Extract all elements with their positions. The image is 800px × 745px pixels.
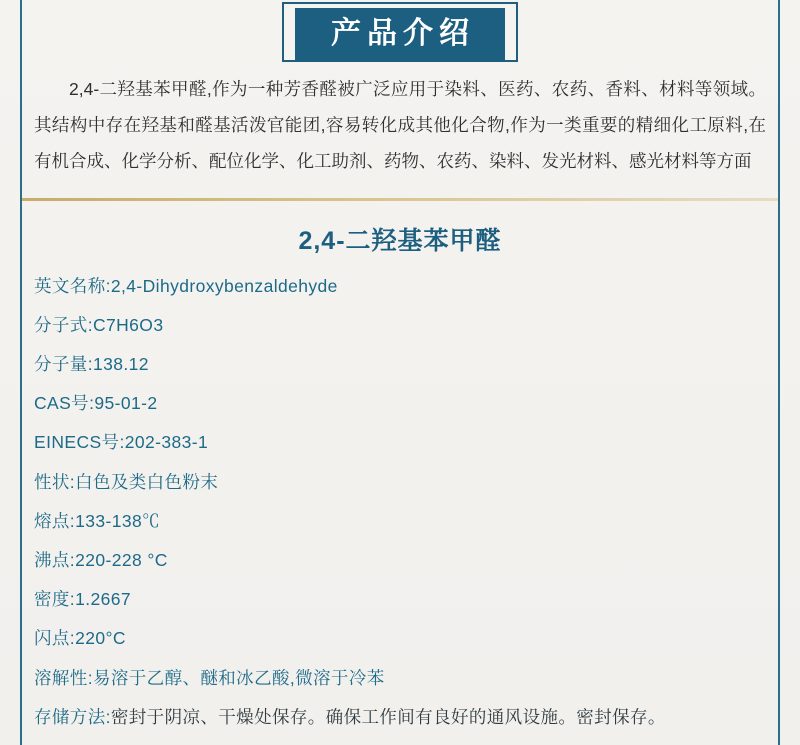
list-item (34, 423, 766, 462)
list-item (34, 619, 766, 658)
spec-value: C7H6O3 (92, 314, 164, 335)
spec-label: 熔点: (34, 510, 76, 531)
intro-paragraph: 2,4-二羟基苯甲醛,作为一种芳香醛被广泛应用于染料、医药、农药、香料、材料等领域。其结构中存在羟基和醛基活泼官能团,容易转化成其他化合物,作为一类重要的精细化工原料,在有机合成、化学分析、配位化学、化工助剂、药物、农药、染料、发光材料、感光材料等方面 (34, 79, 766, 171)
banner-area (0, 0, 800, 68)
gold-divider (22, 198, 778, 201)
list-item (34, 659, 766, 698)
spec-label: 沸点: (34, 549, 76, 570)
product-name: 2,4-二羟基苯甲醛 (298, 226, 502, 255)
spec-value: 白色及类白色粉末 (75, 471, 219, 492)
right-border-rule (778, 0, 780, 745)
list-item (34, 384, 766, 423)
spec-label: 分子式: (34, 314, 93, 335)
spec-label: EINECS号: (34, 432, 125, 453)
spec-label: CAS号: (34, 393, 95, 414)
spec-value: 密封于阴凉、干燥处保存。确保工作间有良好的通风设施。密封保存。 (110, 706, 666, 727)
list-item (34, 698, 766, 737)
spec-label: 性状: (34, 471, 76, 492)
list-item (34, 306, 766, 345)
spec-label: 闪点: (34, 628, 76, 649)
list-item (34, 541, 766, 580)
spec-value: 2,4-Dihydroxybenzaldehyde (110, 275, 338, 296)
list-item (34, 463, 766, 502)
spec-value: 138.12 (92, 354, 149, 374)
spec-label: 密度: (34, 589, 76, 610)
spec-value: 220°C (75, 628, 126, 649)
spec-value: 133-138℃ (75, 510, 160, 531)
list-item (34, 345, 766, 384)
list-item (34, 502, 766, 541)
spec-label: 溶解性: (34, 667, 93, 688)
spec-label: 分子量: (34, 354, 93, 374)
spec-value: 易溶于乙醇、醚和冰乙酸,微溶于冷苯 (92, 667, 385, 688)
spec-value: 1.2667 (75, 589, 131, 610)
list-item (34, 580, 766, 619)
spec-label: 存储方法: (34, 706, 111, 727)
spec-list (34, 267, 766, 737)
list-item (34, 267, 766, 306)
spec-label: 英文名称: (34, 275, 111, 296)
spec-value: 220-228 °C (75, 549, 168, 570)
spec-value: 95-01-2 (94, 393, 158, 414)
section-title-banner: 产品介绍 (295, 8, 505, 61)
left-border-rule (20, 0, 22, 745)
spec-value: 202-383-1 (124, 432, 209, 453)
